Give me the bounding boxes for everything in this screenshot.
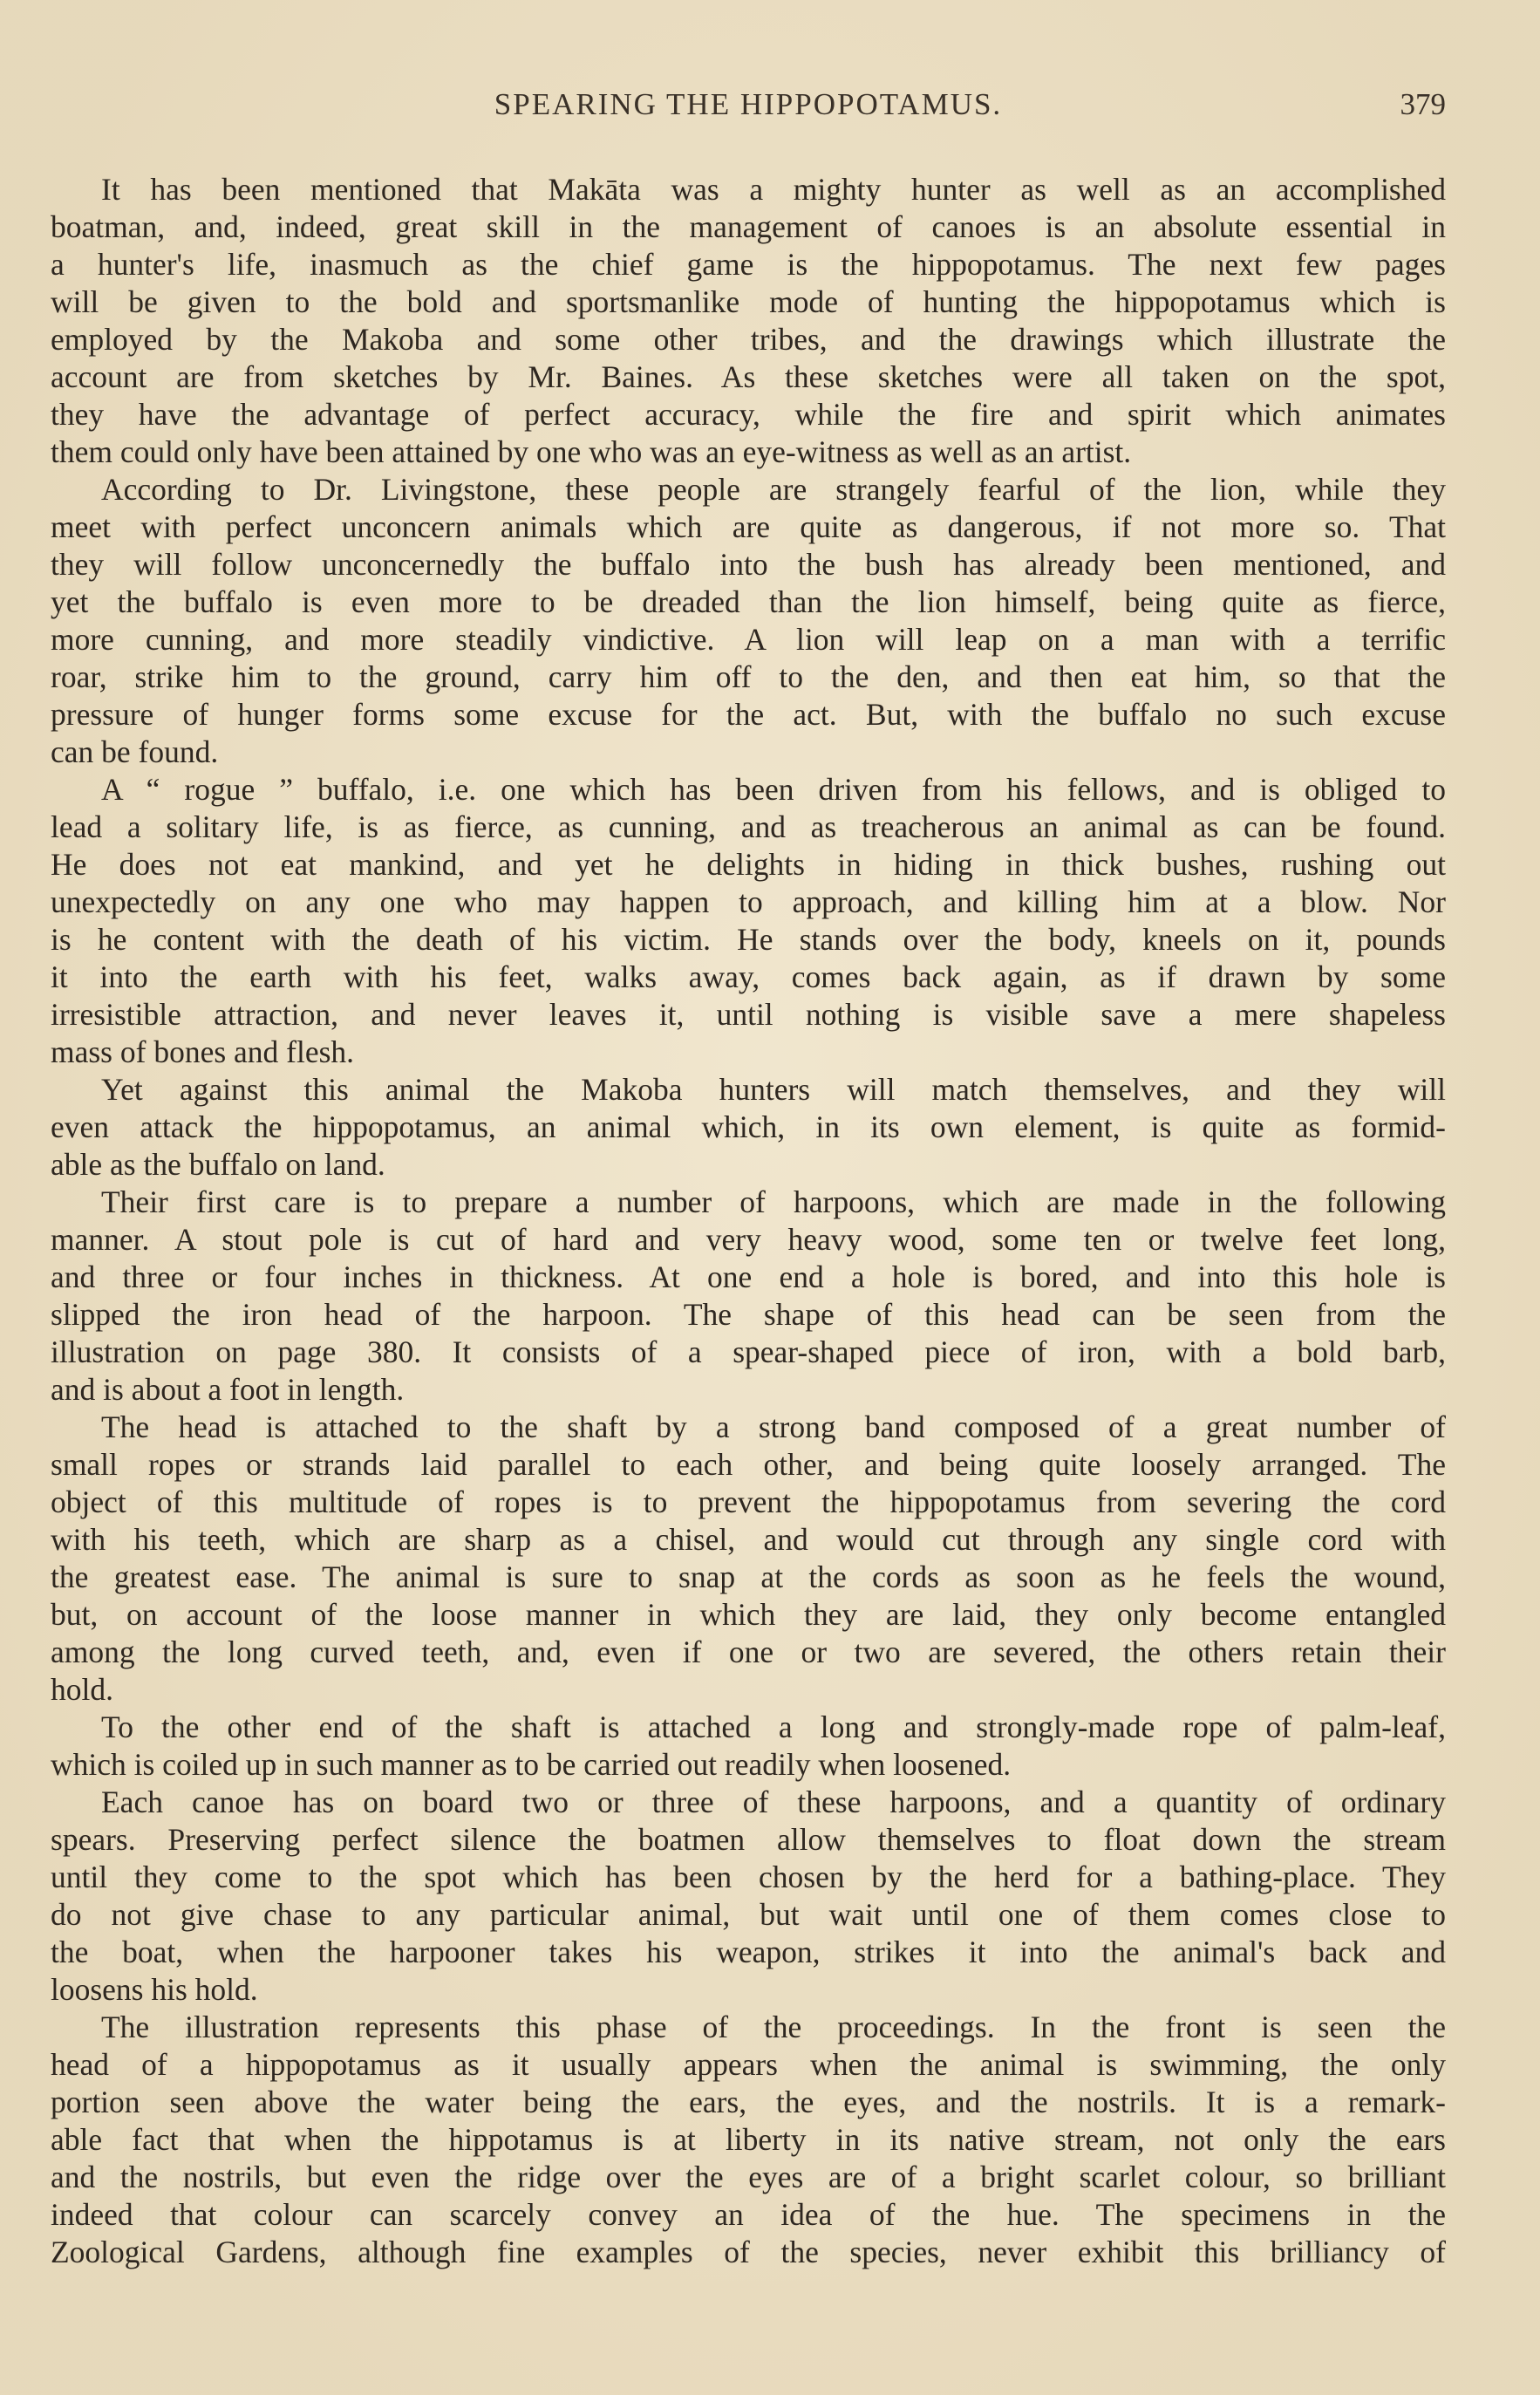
text-line: with his teeth, which are sharp as a chisel, and would cut through any single cord with [51, 1522, 1446, 1557]
text-line: roar, strike him to the ground, carry him off to the den, and then eat him, so that the [51, 659, 1446, 694]
text-line: able as the buffalo on land. [51, 1147, 385, 1182]
text-line: head of a hippopotamus as it usually appears when the animal is swimming, the only [51, 2047, 1446, 2082]
text-line: the greatest ease. The animal is sure to snap at the cords as soon as he feels the wound, [51, 1559, 1446, 1594]
text-line: lead a solitary life, is as fierce, as cunning, and as treacherous an animal as can be found. [51, 809, 1446, 844]
text-line: more cunning, and more steadily vindictive. A lion will leap on a man with a terrific [51, 622, 1446, 657]
text-line: a hunter's life, inasmuch as the chief game is the hippopotamus. The next few pages [51, 247, 1446, 282]
text-line: object of this multitude of ropes is to prevent the hippopotamus from severing the cord [51, 1484, 1446, 1519]
paragraph [51, 771, 1446, 1071]
text-line: do not give chase to any particular animal, but wait until one of them comes close to [51, 1897, 1446, 1932]
text-line: A “ rogue ” buffalo, i.e. one which has been driven from his fellows, and is obliged to [101, 772, 1446, 807]
text-line: able fact that when the hippotamus is at liberty in its native stream, not only the ears [51, 2122, 1446, 2157]
text-line: Each canoe has on board two or three of these harpoons, and a quantity of ordinary [101, 1784, 1446, 1819]
text-line: they will follow unconcernedly the buffalo into the bush has already been mentioned, and [51, 547, 1446, 582]
text-line: employed by the Makoba and some other tribes, and the drawings which illustrate the [51, 322, 1446, 357]
text-line: Zoological Gardens, although fine examples of the species, never exhibit this brilliancy of [51, 2235, 1446, 2269]
paragraph [51, 1784, 1446, 2009]
body-text [51, 171, 1446, 2271]
text-line: Their first care is to prepare a number of harpoons, which are made in the following [101, 1184, 1446, 1219]
text-line: Yet against this animal the Makoba hunters will match themselves, and they will [101, 1072, 1446, 1107]
paragraph [51, 1071, 1446, 1184]
running-head: SPEARING THE HIPPOPOTAMUS. [494, 87, 1003, 121]
text-line: hold. [51, 1672, 113, 1707]
text-line: it into the earth with his feet, walks away, comes back again, as if drawn by some [51, 959, 1446, 994]
paragraph [51, 471, 1446, 771]
paragraph [51, 1709, 1446, 1784]
text-line: them could only have been attained by one who was an eye-witness as well as an artist. [51, 434, 1132, 469]
text-line: is he content with the death of his victim. He stands over the body, kneels on it, pounds [51, 922, 1446, 957]
text-line: The illustration represents this phase of the proceedings. In the front is seen the [101, 2009, 1446, 2044]
text-line: even attack the hippopotamus, an animal which, in its own element, is quite as formid- [51, 1109, 1446, 1144]
text-line: account are from sketches by Mr. Baines. As these sketches were all taken on the spot, [51, 359, 1446, 394]
text-line: pressure of hunger forms some excuse for the act. But, with the buffalo no such excuse [51, 697, 1446, 732]
text-line: they have the advantage of perfect accuracy, while the fire and spirit which animates [51, 397, 1446, 432]
text-line: will be given to the bold and sportsmanlike mode of hunting the hippopotamus which is [51, 284, 1446, 319]
text-line: It has been mentioned that Makāta was a mighty hunter as well as an accomplished [101, 172, 1446, 207]
text-line: slipped the iron head of the harpoon. The shape of this head can be seen from the [51, 1297, 1446, 1332]
paragraph [51, 1184, 1446, 1409]
text-line: loosens his hold. [51, 1972, 258, 2007]
text-line: until they come to the spot which has been chosen by the herd for a bathing-place. They [51, 1859, 1446, 1894]
text-line: illustration on page 380. It consists of a spear-shaped piece of iron, with a bold barb, [51, 1334, 1446, 1369]
page-header [51, 87, 1446, 133]
paragraph [51, 2009, 1446, 2271]
text-line: but, on account of the loose manner in which they are laid, they only become entangled [51, 1597, 1446, 1632]
text-line: and three or four inches in thickness. At one end a hole is bored, and into this hole is [51, 1259, 1446, 1294]
text-line: According to Dr. Livingstone, these people are strangely fearful of the lion, while they [101, 472, 1446, 507]
text-line: small ropes or strands laid parallel to each other, and being quite loosely arranged. The [51, 1447, 1446, 1482]
text-line: boatman, and, indeed, great skill in the management of canoes is an absolute essential in [51, 209, 1446, 244]
text-line: manner. A stout pole is cut of hard and very heavy wood, some ten or twelve feet long, [51, 1222, 1446, 1257]
text-line: He does not eat mankind, and yet he delights in hiding in thick bushes, rushing out [51, 847, 1446, 882]
text-line: can be found. [51, 734, 219, 769]
text-line: and the nostrils, but even the ridge over the eyes are of a bright scarlet colour, so brilliant [51, 2160, 1446, 2194]
text-line: mass of bones and flesh. [51, 1034, 355, 1069]
text-line: portion seen above the water being the ears, the eyes, and the nostrils. It is a remark- [51, 2085, 1446, 2119]
text-line: the boat, when the harpooner takes his weapon, strikes it into the animal's back and [51, 1934, 1446, 1969]
text-line: irresistible attraction, and never leaves it, until nothing is visible save a mere shapeless [51, 997, 1446, 1032]
text-line: meet with perfect unconcern animals which are quite as dangerous, if not more so. That [51, 509, 1446, 544]
text-line: among the long curved teeth, and, even if one or two are severed, the others retain their [51, 1634, 1446, 1669]
text-line: and is about a foot in length. [51, 1372, 405, 1407]
paragraph [51, 171, 1446, 471]
paragraph [51, 1409, 1446, 1709]
text-line: unexpectedly on any one who may happen to approach, and killing him at a blow. Nor [51, 884, 1446, 919]
text-line: spears. Preserving perfect silence the boatmen allow themselves to float down the stream [51, 1822, 1446, 1857]
text-line: To the other end of the shaft is attached a long and strongly-made rope of palm-leaf, [101, 1709, 1446, 1744]
page-number: 379 [1400, 87, 1446, 121]
text-line: yet the buffalo is even more to be dreaded than the lion himself, being quite as fierce, [51, 584, 1446, 619]
text-line: indeed that colour can scarcely convey an idea of the hue. The specimens in the [51, 2197, 1446, 2232]
text-line: which is coiled up in such manner as to be carried out readily when loosened. [51, 1747, 1012, 1782]
text-line: The head is attached to the shaft by a strong band composed of a great number of [101, 1409, 1446, 1444]
